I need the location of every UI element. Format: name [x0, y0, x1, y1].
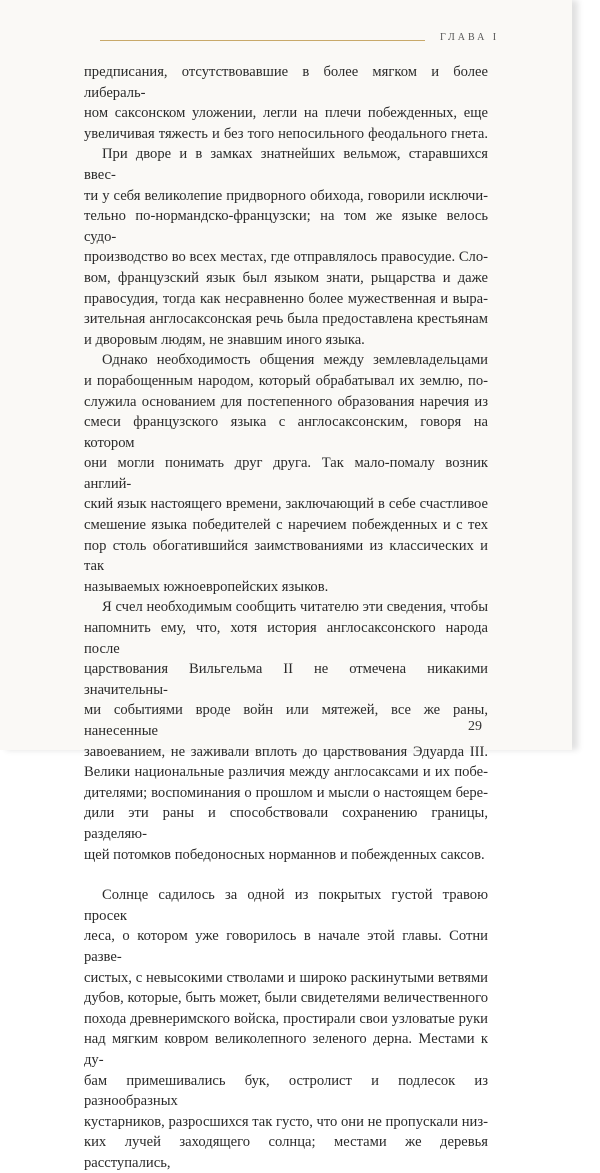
text-line: предписания, отсутствовавшие в более мягком и более либераль- — [84, 64, 488, 101]
text-line: производство во всех местах, где отправлялось правосудие. Сло- — [84, 249, 488, 266]
text-line: Я счел необходимым сообщить читателю эти сведения, чтобы — [102, 599, 488, 616]
text-line: леса, о котором уже говорилось в начале этой главы. Сотни разве- — [84, 928, 488, 965]
text-line: смеси французского языка с англосаксонским, говоря на котором — [84, 414, 488, 451]
paragraph — [84, 350, 488, 597]
text-line: царствования Вильгельма II не отмечена никакими значительны- — [84, 661, 488, 698]
page-number: 29 — [468, 719, 482, 734]
text-line: называемых южноевропейских языков. — [84, 578, 329, 595]
paragraph — [84, 885, 488, 1173]
text-line: завоеванием, не заживали вплоть до царствования Эдуарда III. — [84, 743, 488, 760]
text-line: смешение языка победителей с наречием побежденных и с тех — [84, 517, 488, 534]
text-line: они могли понимать друг друга. Так мало-помалу возник англий- — [84, 455, 488, 492]
text-line: напомнить ему, что, хотя история англосаксонского народа после — [84, 620, 488, 657]
section-break — [84, 865, 488, 885]
text-line: тельно по-нормандско-французски; на том же языке велось судо- — [84, 208, 488, 245]
text-line: дубов, которые, быть может, были свидетелями величественного — [84, 990, 488, 1007]
text-line: и дворовым людям, не знавшим иного языка. — [84, 331, 365, 348]
text-line: систых, с невысокими стволами и широко раскинутыми ветвями — [84, 969, 488, 986]
text-line: пор столь обогатившийся заимствованиями из классических и так — [84, 537, 488, 575]
text-line: над мягким ковром великолепного зеленого дерна. Местами к ду- — [84, 1031, 488, 1068]
text-line: увеличивая тяжесть и без того непосильного феодального гнета. — [84, 125, 488, 142]
text-line: Однако необходимость общения между землевладельцами — [102, 352, 488, 369]
text-line: и порабощенным народом, который обрабатывал их землю, по- — [84, 372, 488, 389]
text-line: кустарников, разросшихся так густо, что они не пропускали низ- — [84, 1113, 488, 1130]
text-line: служила основанием для постепенного образования наречия из — [84, 393, 488, 410]
text-line: ном саксонском уложении, легли на плечи побежденных, еще — [84, 105, 488, 122]
text-line: зительная англосаксонская речь была предоставлена крестьянам — [84, 311, 488, 328]
paragraph — [84, 62, 488, 144]
text-line: бам примешивались бук, остролист и подлесок из разнообразных — [84, 1072, 488, 1110]
text-line: Велики национальные различия между англосаксами и их побе- — [84, 764, 488, 781]
text-line: Солнце садилось за одной из покрытых густой травою просек — [84, 887, 488, 924]
running-head: ГЛАВА I — [440, 32, 500, 43]
text-line: правосудия, тогда как несравненно более мужественная и выра- — [84, 290, 488, 307]
paragraph — [84, 597, 488, 865]
text-line: дили эти раны и способствовали сохранению границы, разделяю- — [84, 805, 488, 842]
text-line: дителями; воспоминания о прошлом и мысли о настоящем бере- — [84, 784, 488, 801]
text-line: щей потомков победоносных норманнов и побежденных саксов. — [84, 846, 485, 863]
text-line: ский язык настоящего времени, заключающий в себе счастливое — [84, 496, 488, 513]
text-line: ми событиями вроде войн или мятежей, все же раны, нанесенные — [84, 702, 488, 739]
text-line: При дворе и в замках знатнейших вельмож, старавшихся ввес- — [84, 146, 488, 183]
body-text — [84, 62, 488, 1173]
text-line: вом, французский язык был языком знати, рыцарства и даже — [84, 269, 488, 286]
text-line: ти у себя великолепие придворного обихода, говорили исключи- — [84, 187, 488, 204]
text-line: ких лучей заходящего солнца; местами же деревья расступались, — [84, 1134, 488, 1171]
text-line: похода древнеримского войска, простирали свои узловатые руки — [84, 1010, 488, 1027]
paragraph — [84, 144, 488, 350]
header-rule — [100, 40, 425, 41]
